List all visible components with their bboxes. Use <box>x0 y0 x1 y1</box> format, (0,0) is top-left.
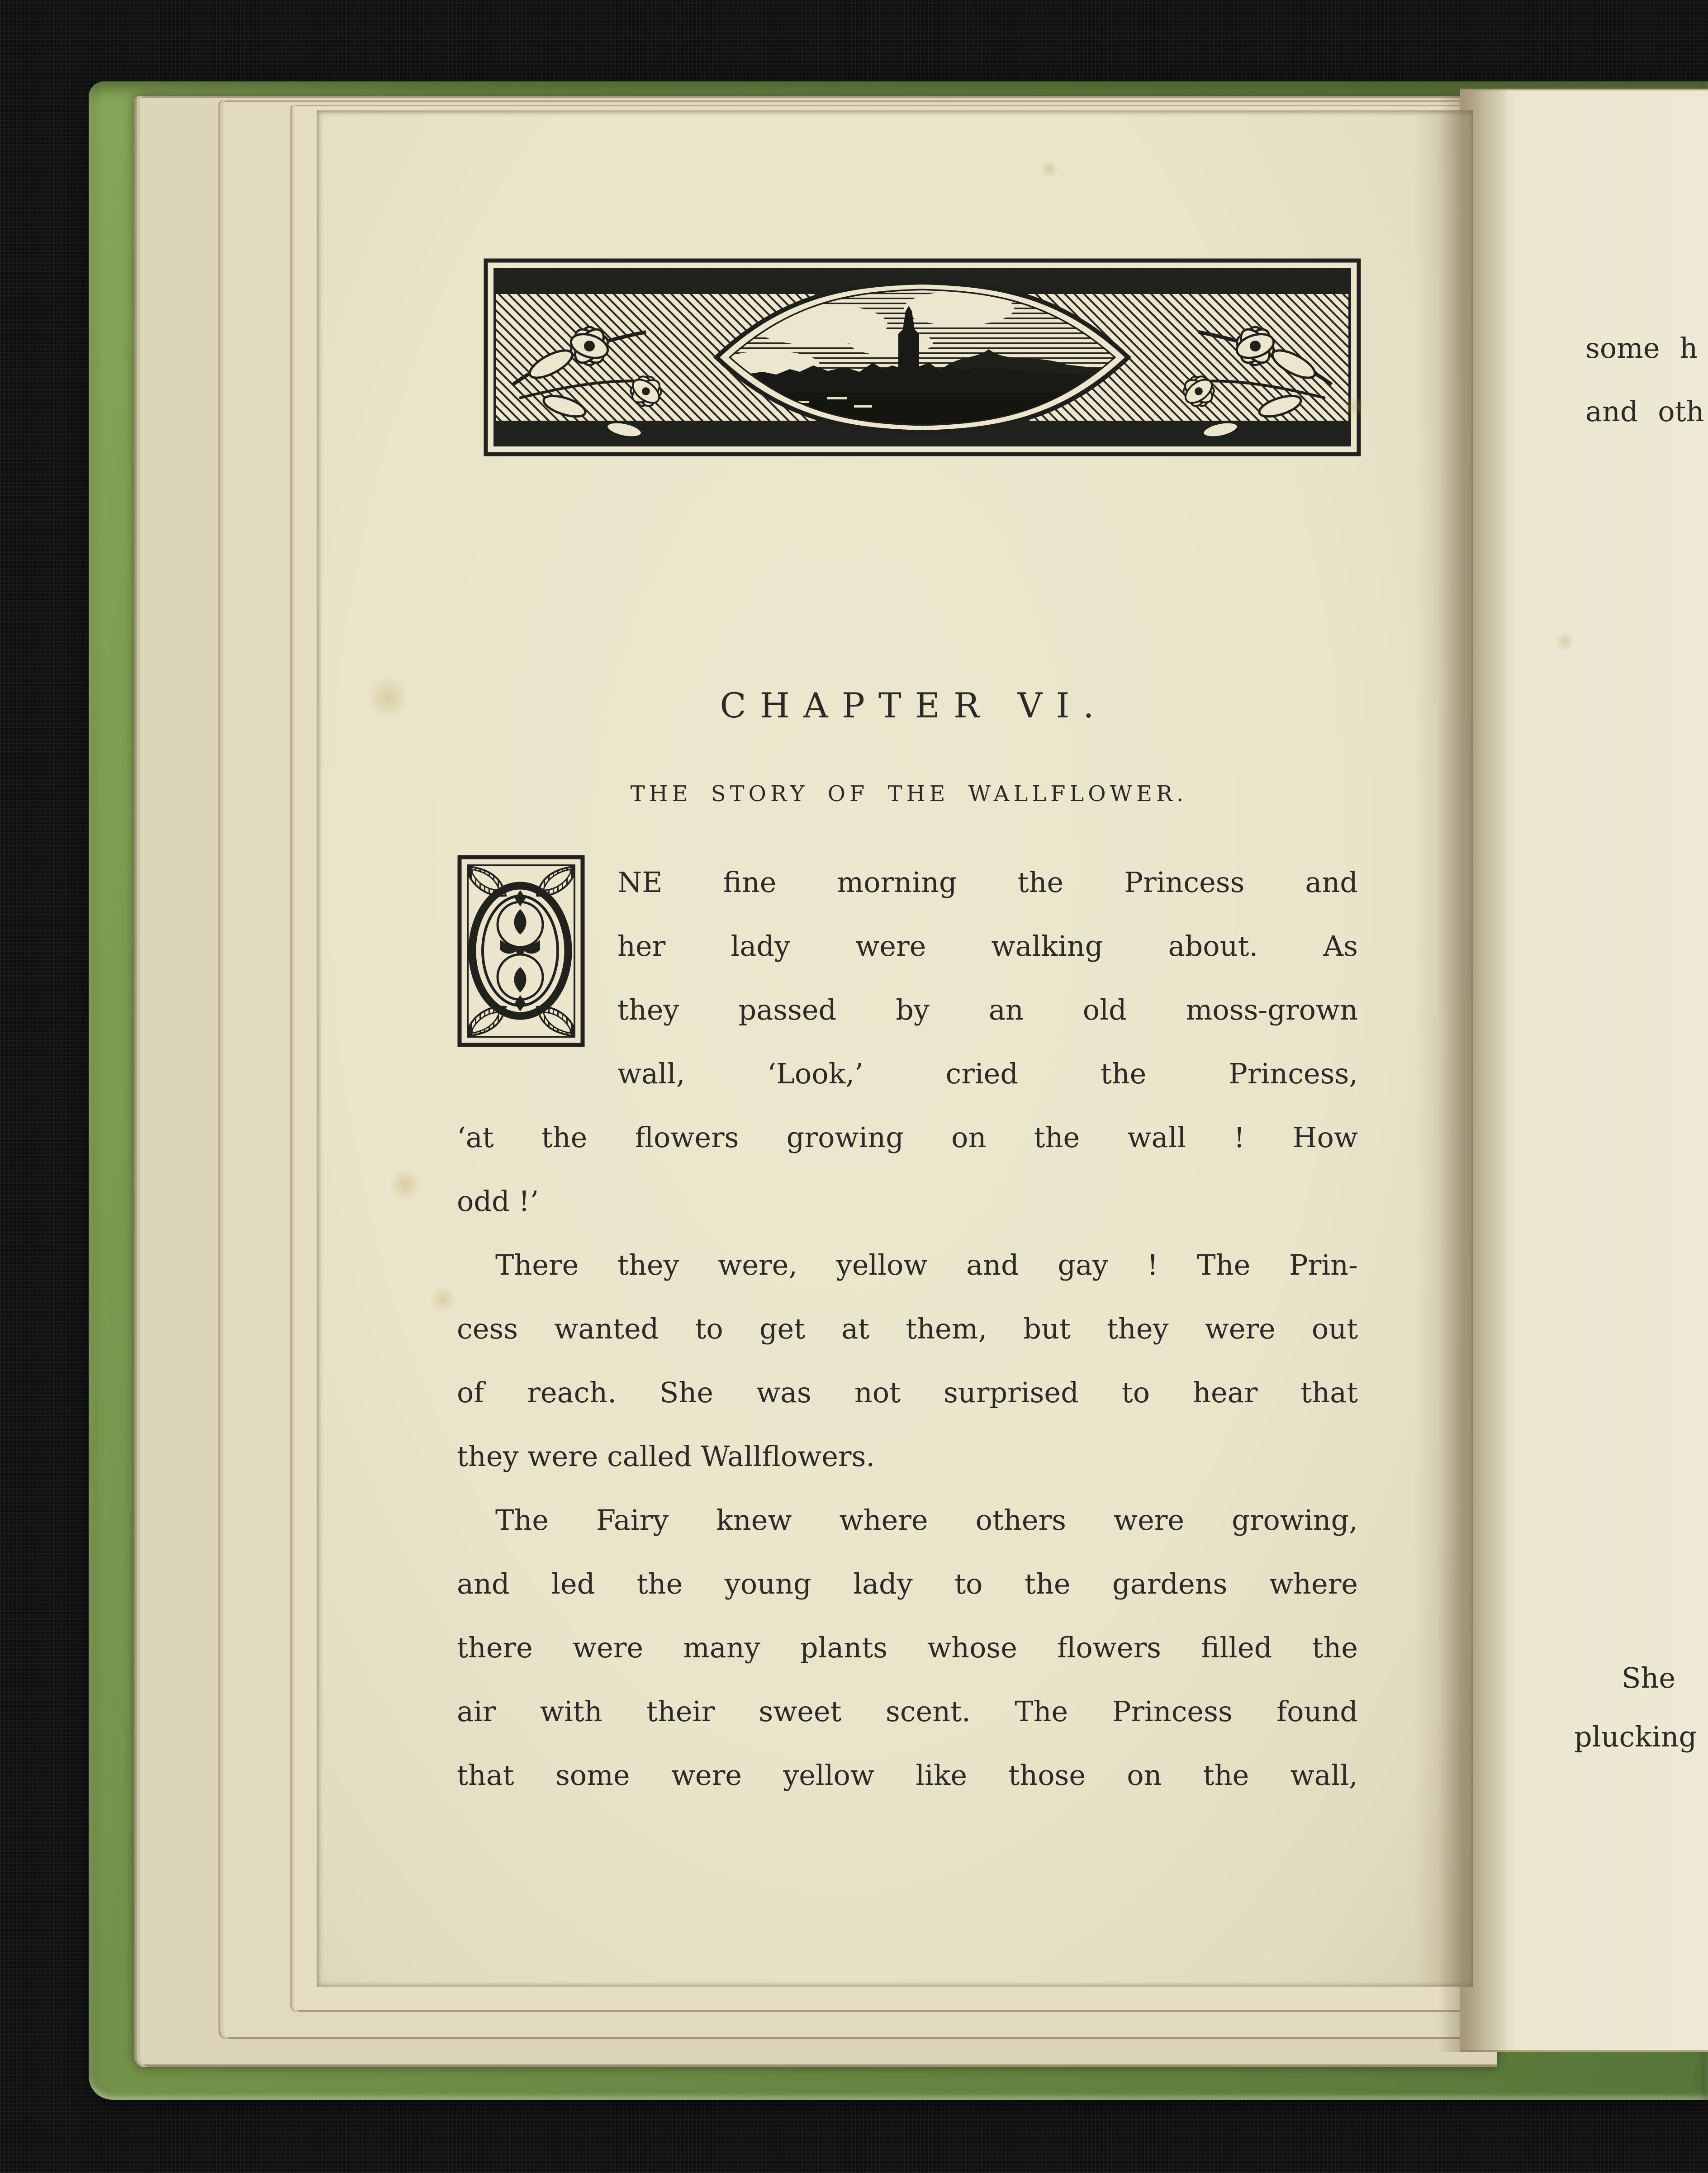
foxing-spot <box>1040 160 1058 178</box>
body-text-line: air with their sweet scent. The Princess found <box>457 1695 1358 1728</box>
body-text-line: there were many plants whose flowers filled the <box>457 1631 1358 1664</box>
body-text-line: wall, ‘Look,’ cried the Princess, <box>617 1057 1358 1090</box>
foxing-spot <box>389 1169 422 1201</box>
chapter-heading: CHAPTER VI. <box>720 685 1108 726</box>
right-page-text-fragment: some h <box>1585 332 1698 365</box>
body-text-line: they were called Wallflowers. <box>457 1440 875 1473</box>
ornate-initial-O-icon <box>457 854 586 1049</box>
body-text-line: that some were yellow like those on the wall, <box>457 1759 1358 1792</box>
body-text-line: There they were, yellow and gay ! The Prin- <box>495 1248 1358 1281</box>
foxing-spot <box>366 676 409 719</box>
foxing-spot <box>1343 395 1365 417</box>
foxing-spot <box>1555 631 1575 651</box>
body-text-line: NE fine morning the Princess and <box>617 866 1358 899</box>
right-page-text-fragment: She <box>1622 1661 1676 1694</box>
body-text-line: of reach. She was not surprised to hear that <box>457 1376 1358 1409</box>
foxing-spot <box>430 1286 456 1313</box>
chapter-subtitle: THE STORY OF THE WALLFLOWER. <box>630 781 1188 807</box>
left-page <box>317 110 1473 1987</box>
body-text-line: ‘at the flowers growing on the wall ! How <box>457 1121 1358 1154</box>
woodcut-landscape-banner-icon <box>483 258 1362 457</box>
chapter-head-banner-illustration <box>483 258 1362 457</box>
body-text-line: odd !’ <box>457 1185 539 1218</box>
body-text-line: they passed by an old moss-grown <box>617 993 1358 1026</box>
right-page-text-fragment: and oth <box>1585 395 1704 428</box>
body-text-line: cess wanted to get at them, but they were out <box>457 1312 1358 1345</box>
body-text-line: The Fairy knew where others were growing, <box>495 1504 1358 1537</box>
right-page <box>1460 89 1708 2052</box>
right-page-text-fragment: plucking <box>1574 1720 1697 1753</box>
body-text-block <box>457 850 1358 1807</box>
body-text-line: her lady were walking about. As <box>617 930 1358 963</box>
body-text-line: and led the young lady to the gardens where <box>457 1567 1358 1600</box>
